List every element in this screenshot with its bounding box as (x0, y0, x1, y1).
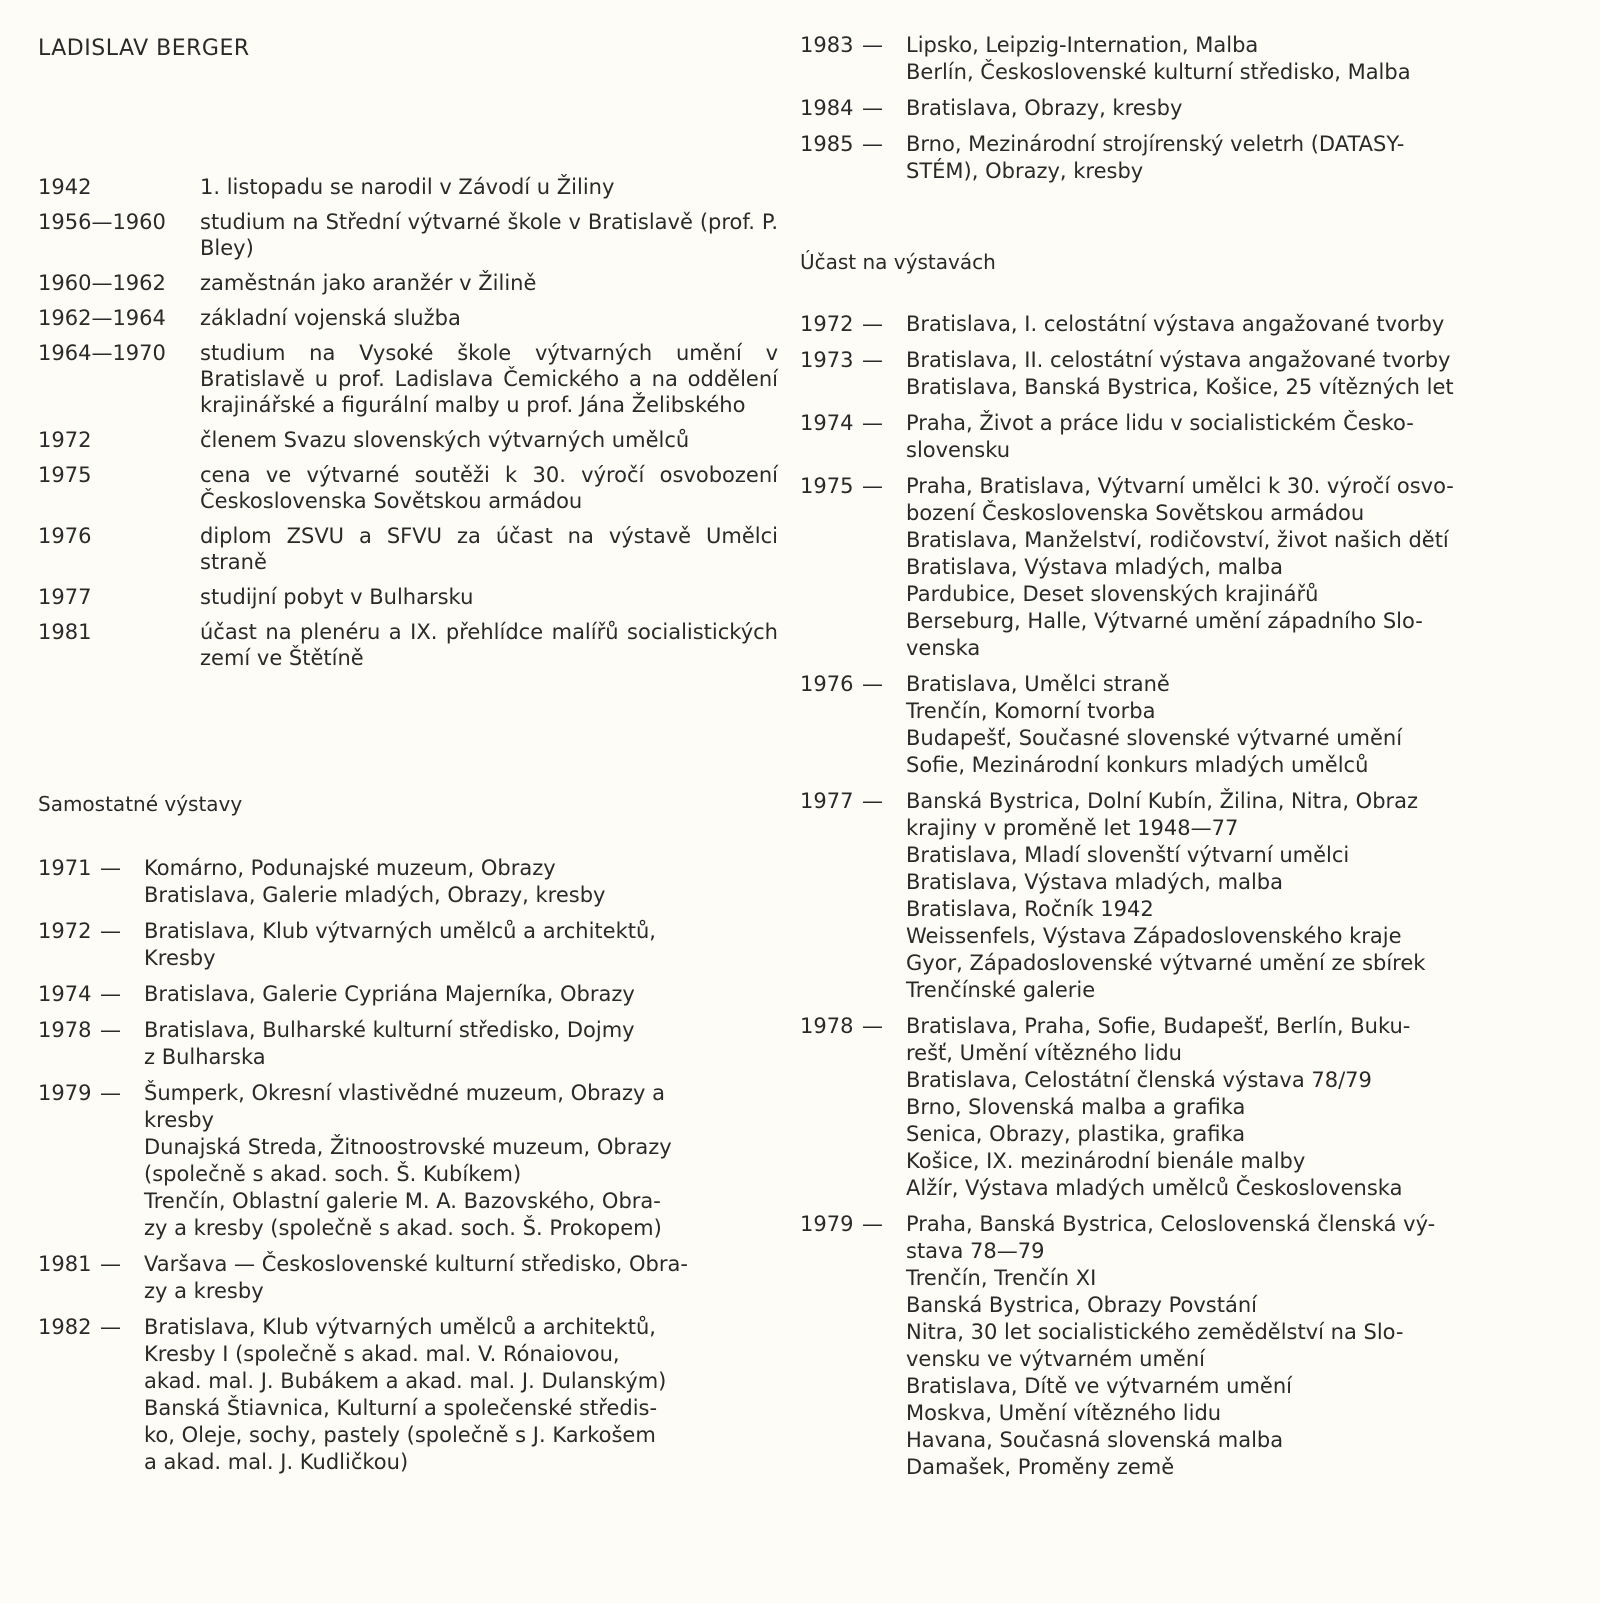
dash-separator: — (862, 312, 883, 336)
biography-year: 1975 (38, 463, 92, 487)
dash-separator: — (100, 919, 121, 943)
biography-row (38, 209, 778, 261)
exhibition-line: Nitra, 30 let socialistického zemědělství na Slo- (906, 1320, 1404, 1344)
exhibition-line: Weissenfels, Výstava Západoslovenského kraje (906, 924, 1402, 948)
dash-separator: — (862, 672, 883, 696)
exhibition-line: Moskva, Umění vítězného lidu (906, 1401, 1222, 1425)
exhibition-line: Budapešť, Současné slovenské výtvarné umění (906, 726, 1403, 750)
exhibition-year: 1978 (800, 1014, 854, 1038)
exhibition-lines (144, 1080, 766, 1242)
exhibition-year: 1984 (800, 96, 854, 120)
exhibition-line: Sofie, Mezinárodní konkurs mladých umělců (906, 753, 1369, 777)
exhibition-line: Bratislava, Výstava mladých, malba (906, 555, 1283, 579)
biography-year: 1942 (38, 175, 92, 199)
biography-row (38, 523, 778, 575)
exhibition-line: Praha, Bratislava, Výtvarní umělci k 30. výročí osvo- (906, 474, 1454, 498)
exhibition-line: slovensku (906, 438, 1011, 462)
biography-row (38, 340, 778, 418)
solo-exhibitions-list-continued (800, 32, 1525, 194)
exhibition-line: Bratislava, Galerie mladých, Obrazy, kresby (144, 883, 606, 907)
exhibition-entry (38, 1017, 766, 1071)
biography-row (38, 174, 778, 200)
dash-separator: — (862, 411, 883, 435)
exhibition-line: Bratislava, Celostátní členská výstava 78/79 (906, 1068, 1372, 1092)
exhibition-entry (800, 1211, 1525, 1481)
biography-year: 1972 (38, 428, 92, 452)
exhibition-line: ko, Oleje, sochy, pastely (společně s J. Karkošem (144, 1423, 656, 1447)
biography-text: 1. listopadu se narodil v Závodí u Žiliny (200, 175, 615, 199)
exhibition-year: 1982 (38, 1315, 92, 1339)
exhibition-line: Bratislava, Bulharské kulturní středisko, Dojmy (144, 1018, 635, 1042)
biography-year: 1977 (38, 585, 92, 609)
exhibition-lines (906, 95, 1525, 122)
exhibition-lines (906, 671, 1525, 779)
exhibition-line: Banská Bystrica, Obrazy Povstání (906, 1293, 1257, 1317)
group-exhibitions-heading: Účast na výstavách (800, 250, 996, 274)
exhibition-line: Bratislava, I. celostátní výstava angažované tvorby (906, 312, 1445, 336)
exhibition-year: 1974 (38, 982, 92, 1006)
biography-row (38, 619, 778, 671)
exhibition-line: kresby (144, 1108, 214, 1132)
exhibition-line: krajiny v proměně let 1948—77 (906, 816, 1239, 840)
exhibition-lines (906, 347, 1525, 401)
biography-row (38, 427, 778, 453)
exhibition-lines (144, 855, 766, 909)
solo-exhibitions-list (38, 855, 766, 1485)
exhibition-line: Senica, Obrazy, plastika, grafika (906, 1122, 1246, 1146)
exhibition-line: Košice, IX. mezinárodní bienále malby (906, 1149, 1306, 1173)
biography-text: cena ve výtvarné soutěži k 30. výročí osvobození Československa Sovětskou armádou (200, 463, 778, 513)
exhibition-lines (906, 473, 1525, 662)
biography-text: studijní pobyt v Bulharsku (200, 585, 474, 609)
biography-year: 1964—1970 (38, 341, 166, 365)
exhibition-entry (38, 918, 766, 972)
exhibition-line: Gyor, Západoslovenské výtvarné umění ze sbírek (906, 951, 1426, 975)
exhibition-year: 1979 (800, 1212, 854, 1236)
exhibition-line: Trenčínské galerie (906, 978, 1096, 1002)
exhibition-line: Kresby I (společně s akad. mal. V. Rónaiovou, (144, 1342, 620, 1366)
exhibition-line: akad. mal. J. Bubákem a akad. mal. J. Dulanským) (144, 1369, 667, 1393)
biography-text: diplom ZSVU a SFVU za účast na výstavě Umělci straně (200, 524, 778, 574)
dash-separator: — (862, 348, 883, 372)
dash-separator: — (862, 1212, 883, 1236)
biography-year: 1956—1960 (38, 210, 166, 234)
exhibition-line: Bratislava, Galerie Cypriána Majerníka, Obrazy (144, 982, 635, 1006)
exhibition-line: Lipsko, Leipzig-Internation, Malba (906, 33, 1259, 57)
exhibition-line: Trenčín, Komorní tvorba (906, 699, 1156, 723)
exhibition-entry (38, 1251, 766, 1305)
exhibition-lines (144, 1017, 766, 1071)
exhibition-line: Brno, Mezinárodní strojírenský veletrh (DATASY- (906, 132, 1405, 156)
exhibition-lines (144, 918, 766, 972)
exhibition-entry (800, 410, 1525, 464)
dash-separator: — (100, 1315, 121, 1339)
exhibition-line: Brno, Slovenská malba a grafika (906, 1095, 1246, 1119)
exhibition-line: Havana, Současná slovenská malba (906, 1428, 1284, 1452)
exhibition-entry (38, 1080, 766, 1242)
exhibition-entry (800, 671, 1525, 779)
exhibition-line: (společně s akad. soch. Š. Kubíkem) (144, 1162, 522, 1186)
biography-text: základní vojenská služba (200, 306, 461, 330)
exhibition-line: Banská Štiavnica, Kulturní a společenské středis- (144, 1396, 658, 1420)
dash-separator: — (862, 1014, 883, 1038)
exhibition-entry (800, 95, 1525, 122)
exhibition-line: Bratislava, Výstava mladých, malba (906, 870, 1283, 894)
exhibition-line: Bratislava, Dítě ve výtvarném umění (906, 1374, 1292, 1398)
exhibition-entry (800, 311, 1525, 338)
exhibition-line: rešť, Umění vítězného lidu (906, 1041, 1182, 1065)
exhibition-year: 1975 (800, 474, 854, 498)
dash-separator: — (100, 1081, 121, 1105)
exhibition-line: zy a kresby (144, 1279, 264, 1303)
exhibition-line: Berseburg, Halle, Výtvarné umění západního Slo- (906, 609, 1423, 633)
exhibition-year: 1974 (800, 411, 854, 435)
exhibition-line: Bratislava, Klub výtvarných umělců a architektů, (144, 1315, 656, 1339)
exhibition-line: Alžír, Výstava mladých umělců Československa (906, 1176, 1403, 1200)
dash-separator: — (862, 96, 883, 120)
exhibition-line: Dunajská Streda, Žitnoostrovské muzeum, Obrazy (144, 1135, 672, 1159)
exhibition-line: Praha, Život a práce lidu v socialistickém Česko- (906, 411, 1414, 435)
exhibition-line: Trenčín, Oblastní galerie M. A. Bazovského, Obra- (144, 1189, 661, 1213)
biography-text: účast na plenéru a IX. přehlídce malířů socialistických zemí ve Štětíně (200, 620, 778, 670)
exhibition-line: Bratislava, Banská Bystrica, Košice, 25 vítězných let (906, 375, 1454, 399)
exhibition-year: 1978 (38, 1018, 92, 1042)
exhibition-line: Praha, Banská Bystrica, Celoslovenská členská vý- (906, 1212, 1436, 1236)
biography-row (38, 584, 778, 610)
exhibition-line: Bratislava, II. celostátní výstava angažované tvorby (906, 348, 1451, 372)
exhibition-line: Bratislava, Klub výtvarných umělců a architektů, (144, 919, 656, 943)
exhibition-lines (906, 1211, 1525, 1481)
exhibition-line: zy a kresby (společně s akad. soch. Š. Prokopem) (144, 1216, 662, 1240)
dash-separator: — (100, 982, 121, 1006)
dash-separator: — (100, 856, 121, 880)
exhibition-year: 1981 (38, 1252, 92, 1276)
biography-text: zaměstnán jako aranžér v Žilině (200, 271, 537, 295)
exhibition-lines (144, 1251, 766, 1305)
exhibition-line: Bratislava, Manželství, rodičovství, život našich dětí (906, 528, 1449, 552)
exhibition-entry (800, 32, 1525, 86)
dash-separator: — (862, 33, 883, 57)
exhibition-entry (800, 131, 1525, 185)
biography-text: členem Svazu slovenských výtvarných umělců (200, 428, 690, 452)
exhibition-line: Bratislava, Mladí slovenští výtvarní umělci (906, 843, 1350, 867)
exhibition-lines (906, 1013, 1525, 1202)
dash-separator: — (100, 1252, 121, 1276)
exhibition-line: vensku ve výtvarném umění (906, 1347, 1205, 1371)
biography-text: studium na Vysoké škole výtvarných umění v Bratislavě u prof. Ladislava Čemického a na oddělení krajinářské a figurální malby u prof. Jána Želibského (200, 341, 778, 417)
exhibition-line: Šumperk, Okresní vlastivědné muzeum, Obrazy a (144, 1081, 665, 1105)
biography-row (38, 462, 778, 514)
exhibition-line: Damašek, Proměny země (906, 1455, 1175, 1479)
exhibition-year: 1983 (800, 33, 854, 57)
exhibition-entry (800, 1013, 1525, 1202)
biography-list (38, 174, 778, 680)
exhibition-year: 1985 (800, 132, 854, 156)
exhibition-line: Pardubice, Deset slovenských krajinářů (906, 582, 1319, 606)
exhibition-line: bození Československa Sovětskou armádou (906, 501, 1365, 525)
exhibition-year: 1971 (38, 856, 92, 880)
dash-separator: — (862, 474, 883, 498)
exhibition-lines (906, 131, 1525, 185)
exhibition-line: Bratislava, Ročník 1942 (906, 897, 1154, 921)
solo-exhibitions-heading: Samostatné výstavy (38, 792, 243, 816)
exhibition-year: 1973 (800, 348, 854, 372)
exhibition-line: Trenčín, Trenčín XI (906, 1266, 1097, 1290)
exhibition-year: 1976 (800, 672, 854, 696)
exhibition-year: 1972 (800, 312, 854, 336)
exhibition-line: Bratislava, Umělci straně (906, 672, 1170, 696)
biography-text: studium na Střední výtvarné škole v Bratislavě (prof. P. Bley) (200, 210, 778, 260)
exhibition-year: 1977 (800, 789, 854, 813)
biography-row (38, 305, 778, 331)
exhibition-lines (906, 410, 1525, 464)
group-exhibitions-list (800, 311, 1525, 1490)
exhibition-line: Bratislava, Praha, Sofie, Budapešť, Berlín, Buku- (906, 1014, 1411, 1038)
exhibition-line: a akad. mal. J. Kudličkou) (144, 1450, 409, 1474)
exhibition-lines (906, 788, 1525, 1004)
exhibition-year: 1979 (38, 1081, 92, 1105)
exhibition-line: z Bulharska (144, 1045, 266, 1069)
exhibition-entry (800, 788, 1525, 1004)
exhibition-line: Berlín, Československé kulturní středisko, Malba (906, 60, 1411, 84)
exhibition-entry (800, 473, 1525, 662)
exhibition-lines (144, 981, 766, 1008)
exhibition-line: Kresby (144, 946, 216, 970)
biography-year: 1962—1964 (38, 306, 166, 330)
biography-row (38, 270, 778, 296)
exhibition-line: stava 78—79 (906, 1239, 1045, 1263)
exhibition-entry (800, 347, 1525, 401)
exhibition-lines (144, 1314, 766, 1476)
biography-year: 1960—1962 (38, 271, 166, 295)
dash-separator: — (862, 132, 883, 156)
exhibition-lines (906, 32, 1525, 86)
exhibition-entry (38, 1314, 766, 1476)
page-title: LADISLAV BERGER (38, 36, 250, 61)
exhibition-line: STÉM), Obrazy, kresby (906, 159, 1144, 183)
exhibition-line: venska (906, 636, 981, 660)
exhibition-entry (38, 981, 766, 1008)
biography-year: 1976 (38, 524, 92, 548)
dash-separator: — (100, 1018, 121, 1042)
exhibition-line: Banská Bystrica, Dolní Kubín, Žilina, Nitra, Obraz (906, 789, 1419, 813)
exhibition-line: Varšava — Československé kulturní středisko, Obra- (144, 1252, 688, 1276)
exhibition-entry (38, 855, 766, 909)
biography-year: 1981 (38, 620, 92, 644)
exhibition-line: Komárno, Podunajské muzeum, Obrazy (144, 856, 556, 880)
dash-separator: — (862, 789, 883, 813)
exhibition-year: 1972 (38, 919, 92, 943)
exhibition-line: Bratislava, Obrazy, kresby (906, 96, 1183, 120)
exhibition-lines (906, 311, 1525, 338)
